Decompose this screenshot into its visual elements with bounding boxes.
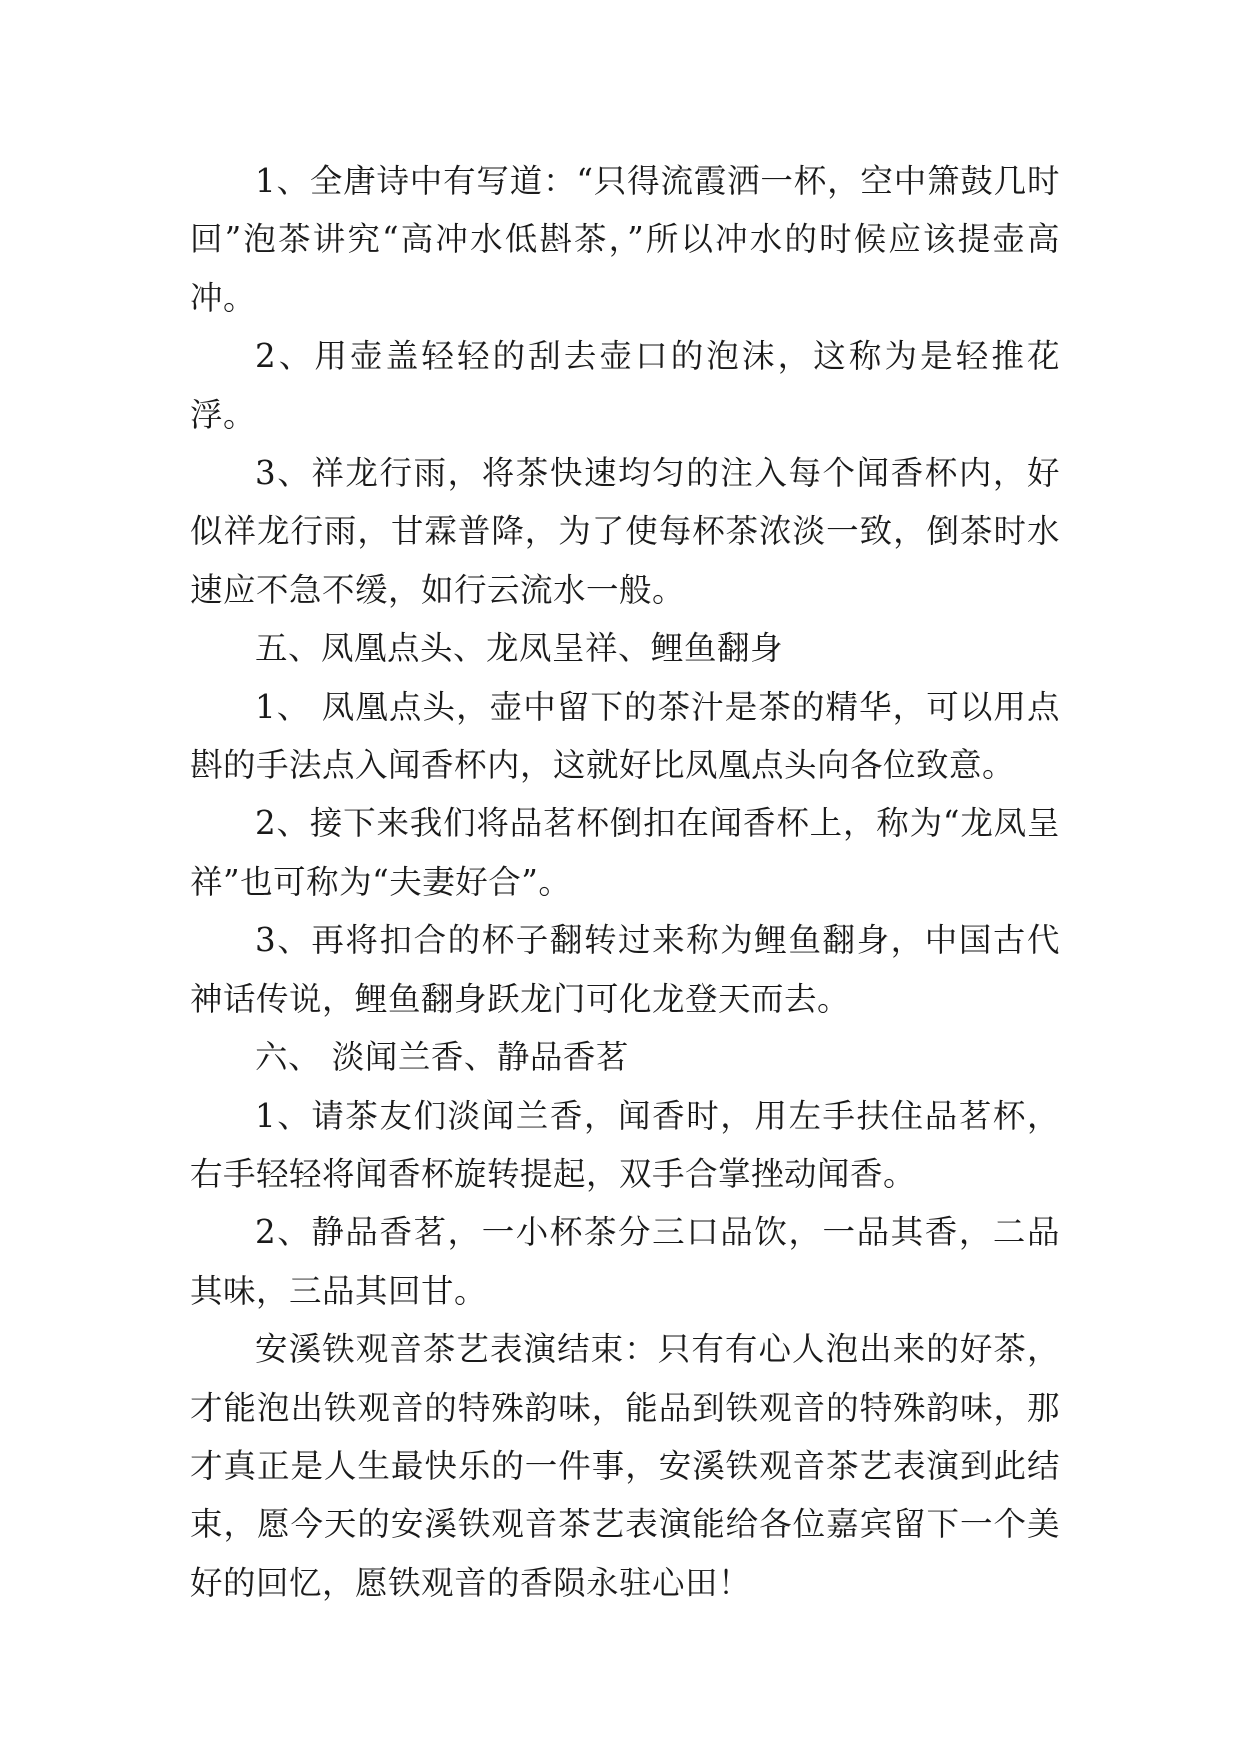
paragraph-taste-tea: 2、静品香茗，一小杯茶分三口品饮，一品其香，二品其味，三品其回甘。 <box>190 1213 1060 1310</box>
paragraph-step-2-skim-foam: 2、用壶盖轻轻的刮去壶口的泡沫，这称为是轻推花浮。 <box>190 337 1060 434</box>
section-heading-five: 五、凤凰点头、龙凤呈祥、鲤鱼翻身 <box>255 629 784 668</box>
paragraph-phoenix-nod: 1、 凤凰点头，壶中留下的茶汁是茶的精华，可以用点斟的手法点入闻香杯内，这就好比凤凰点头向各位致意。 <box>190 687 1060 785</box>
document-body <box>190 152 1060 1612</box>
paragraph-step-1-pour-high: 1、全唐诗中有写道：“只得流霞洒一杯，空中箫鼓几时回”泡茶讲究“高冲水低斟茶，”所以冲水的时候应该提壶高冲。 <box>190 162 1060 317</box>
paragraph-dragon-phoenix: 2、接下来我们将品茗杯倒扣在闻香杯上，称为“龙凤呈祥”也可称为“夫妻好合”。 <box>190 804 1060 901</box>
paragraph-conclusion: 安溪铁观音茶艺表演结束：只有有心人泡出来的好茶，才能泡出铁观音的特殊韵味，能品到铁观音的特殊韵味，那才真正是人生最快乐的一件事，安溪铁观音茶艺表演到此结束，愿今天的安溪铁观音茶艺表演能给各位嘉宾留下一个美好的回忆，愿铁观音的香陨永驻心田！ <box>190 1330 1060 1602</box>
paragraph-smell-orchid: 1、请茶友们淡闻兰香，闻香时，用左手扶住品茗杯，右手轻轻将闻香杯旋转提起，双手合掌挫动闻香。 <box>190 1096 1060 1193</box>
section-heading-six: 六、 淡闻兰香、静品香茗 <box>255 1038 629 1077</box>
paragraph-carp-flip: 3、再将扣合的杯子翻转过来称为鲤鱼翻身，中国古代神话传说，鲤鱼翻身跃龙门可化龙登天而去。 <box>190 921 1060 1018</box>
paragraph-step-3-dragon-rain: 3、祥龙行雨，将茶快速均匀的注入每个闻香杯内，好似祥龙行雨，甘霖普降，为了使每杯茶浓淡一致，倒茶时水速应不急不缓，如行云流水一般。 <box>190 454 1060 609</box>
